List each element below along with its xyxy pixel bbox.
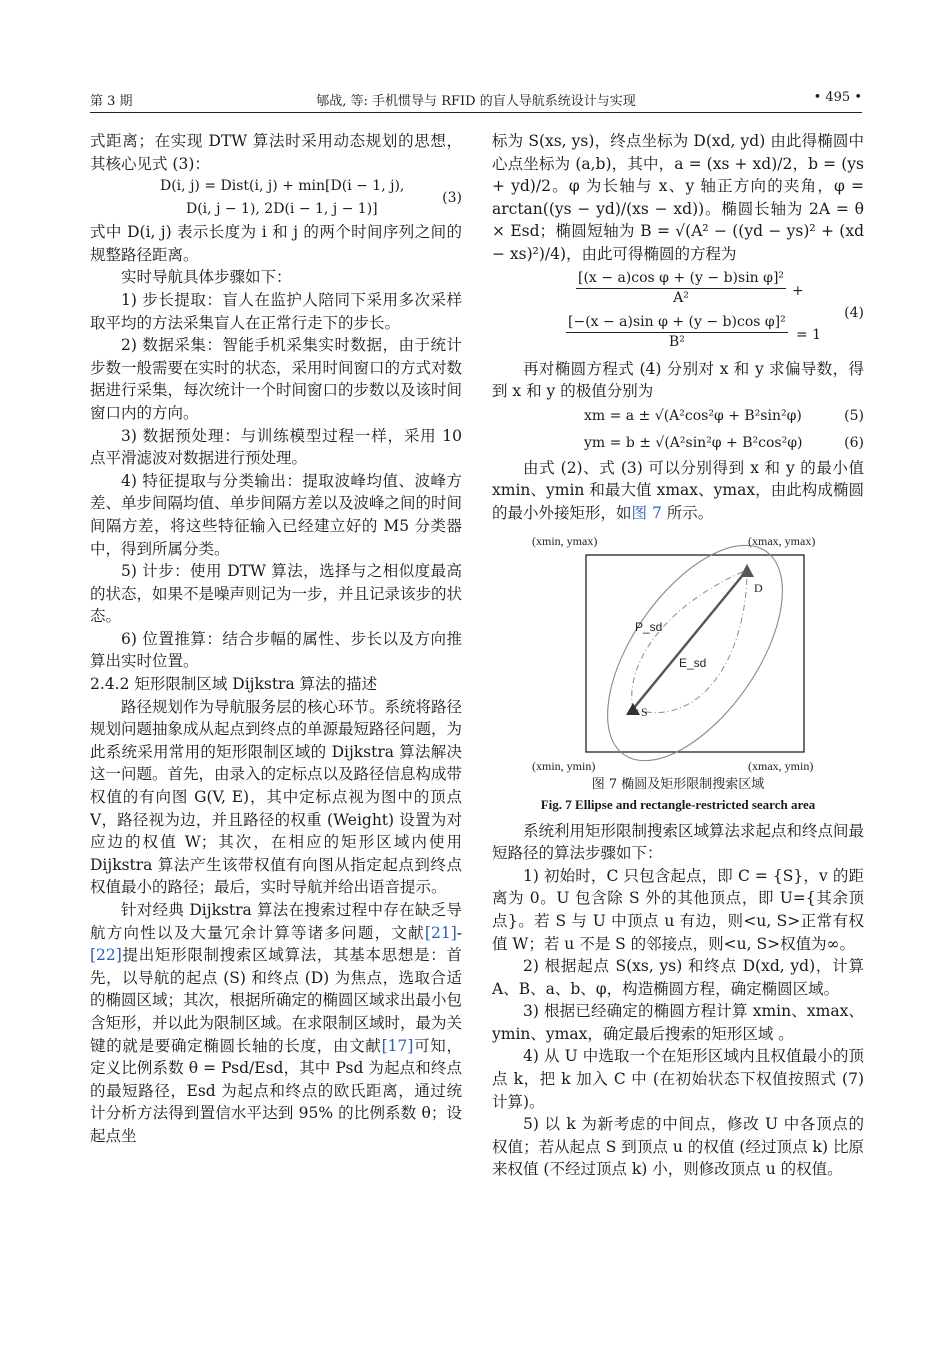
algorithm-step: 3) 根据已经确定的椭圆方程计算 xmin、xmax、ymin、ymax，确定最后搜索的矩形区域 。 bbox=[492, 1002, 864, 1043]
algorithm-step: 2) 根据起点 S(xs, ys) 和终点 D(xd, yd)，计算 A、B、a、b、φ，构造椭圆方程，确定椭圆区域。 bbox=[492, 957, 864, 998]
text-run: 提出矩形限制搜索区域算法，其基本思想是：首先，以导航的起点 (S) 和终点 (D) 为焦点，选取合适的椭圆区域；其次，根据所确定的椭圆区域求出最小包含矩形，并以此为限制区域。在求限制区域时，最为关键的就是要确定椭圆长轴的长度，由文献 bbox=[90, 946, 463, 1055]
caption-english: Fig. 7 Ellipse and rectangle-restricted search area bbox=[540, 796, 816, 812]
algorithm-step: 5) 以 k 为新考虑的中间点，修改 U 中各顶点的权值；若从起点 S 到顶点 u 的权值 (经过顶点 k) 比原来权值 (不经过顶点 k) 小，则修改顶点 u 的权值。 bbox=[492, 1115, 864, 1179]
equation-number: (3) bbox=[442, 190, 462, 207]
label-Esd: E_sd bbox=[679, 655, 707, 670]
corner-label-top-right: (xmax, ymax) bbox=[748, 533, 816, 548]
fraction-numerator: [−(x − a)sin φ + (y − b)cos φ]² bbox=[566, 312, 788, 333]
equation-number: (4) bbox=[844, 304, 864, 321]
fraction-numerator: [(x − a)cos φ + (y − b)sin φ]² bbox=[576, 268, 786, 289]
page-number: • 495 • bbox=[813, 90, 862, 105]
paragraph: 式中 D(i, j) 表示长度为 i 和 j 的两个时间序列之间的规整路径距离。 bbox=[90, 223, 462, 264]
step-item: 2) 数据采集：智能手机采集实时数据，由于统计步数一般需要在实时的状态，采用时间窗口的方式对数据进行采集，每次统计一个时间窗口的步数以及该时间窗口内的方向。 bbox=[90, 336, 463, 422]
paragraph bbox=[492, 457, 864, 525]
figure-caption bbox=[492, 775, 864, 816]
step-item: 6) 位置推算：结合步幅的属性、步长以及方向推算出实时位置。 bbox=[90, 629, 462, 671]
fraction-denominator: B² bbox=[668, 333, 685, 350]
paragraph: 再对椭圆方程式 (4) 分别对 x 和 y 求偏导数，得到 x 和 y 的极值分别为 bbox=[492, 359, 864, 401]
equation-number: (6) bbox=[844, 434, 864, 451]
issue-label: 第 3 期 bbox=[90, 94, 133, 109]
equation-3-line2: D(i, j − 1), 2D(i − 1, j − 1)] bbox=[186, 201, 378, 218]
plus-sign: + bbox=[792, 282, 804, 299]
header-rule bbox=[90, 112, 862, 113]
reference-link[interactable]: [21] bbox=[424, 923, 457, 942]
text-run: 所示。 bbox=[661, 503, 714, 522]
reference-link[interactable]: [22] bbox=[90, 946, 122, 965]
text-run: 可知，定义比例系数 θ = Psd/Esd，其中 Psd 为起点和终点的最短路径，Esd 为起点和终点的欧氏距离，通过统计分析方法得到置信水平达到 95% 的比例系数 θ；设起点坐 bbox=[90, 1036, 462, 1145]
left-column bbox=[90, 130, 462, 1148]
search-ellipse bbox=[573, 525, 817, 775]
figure-7 bbox=[492, 525, 864, 775]
right-column bbox=[492, 130, 864, 1181]
paragraph: 系统利用矩形限制搜索区域算法求起点和终点间最短路径的算法步骤如下： bbox=[492, 821, 865, 863]
ellipse-rectangle-diagram bbox=[492, 525, 864, 775]
label-D: D bbox=[754, 580, 763, 595]
fraction-denominator: A² bbox=[673, 289, 689, 306]
corner-label-bottom-right: (xmax, ymin) bbox=[748, 758, 814, 773]
caption-chinese: 图 7 椭圆及矩形限制搜索区域 bbox=[591, 776, 765, 792]
label-S: S bbox=[641, 704, 648, 719]
step-item: 5) 计步：使用 DTW 算法，选择与之相似度最高的状态，如果不是噪声则记为一步，并且记录该步的状态。 bbox=[90, 562, 463, 626]
text-run: 由式 (2)、式 (3) 可以分别得到 x 和 y 的最小值 xmin、ymin 和最大值 xmax、ymax，由此构成椭圆的最小外接矩形，如 bbox=[492, 458, 864, 522]
corner-label-top-left: (xmin, ymax) bbox=[532, 533, 598, 548]
reference-link[interactable]: [17] bbox=[381, 1036, 414, 1055]
algorithm-step: 1) 初始时，C 只包含起点，即 C = {S}，v 的距离为 0。U 包含除 S 外的其他顶点，即 U={其余顶点}。若 S 与 U 中顶点 u 有边，则<u, S>正常有权值 W；若 u 不是 S 的邻接点，则<u, S>权值为∞。 bbox=[492, 866, 864, 953]
equation-3 bbox=[90, 175, 462, 221]
figure-link[interactable]: 图 7 bbox=[631, 503, 662, 522]
paragraph: 路径规划作为导航服务层的核心环节。系统将路径规划问题抽象成从起点到终点的单源最短路径问题，为此系统采用常用的矩形限制区域的 Dijkstra 算法解决这一问题。首先，由录入的定标点以及路径信息构成带权值的有向图 G(V, E)，其中定标点视为图中的顶点 V，路径视为边，并且路径的权重 (Weight) 设置为对应边的权值 W；其次，在相应的矩形区域内使用 Dijkstra 算法产生该带权值有向图从指定起点到终点权值最小的路径；最后，实时导航并给出语音提示。 bbox=[90, 697, 463, 897]
step-item: 4) 特征提取与分类输出：提取波峰均值、波峰方差、单步间隔均值、单步间隔方差以及波峰之间的时间间隔方差，将这些特征输入已经建立好的 M5 分类器中，得到所属分类。 bbox=[90, 471, 463, 558]
algorithm-step: 4) 从 U 中选取一个在矩形区域内且权值最小的顶点 k，把 k 加入 C 中 (在初始状态下权值按照式 (7) 计算)。 bbox=[492, 1047, 864, 1111]
paragraph: 式距离；在实现 DTW 算法时采用动态规划的思想，其核心见式 (3)： bbox=[90, 132, 462, 173]
running-title: 郇战, 等: 手机惯导与 RFID 的盲人导航系统设计与实现 bbox=[316, 94, 636, 109]
step-item: 1) 步长提取：盲人在监护人陪同下采用多次采样取平均的方法采集盲人在正常行走下的步长。 bbox=[90, 290, 462, 332]
equation-6-body: ym = b ± √(A²sin²φ + B²cos²φ) bbox=[584, 434, 803, 451]
equation-rhs: = 1 bbox=[796, 326, 822, 343]
equation-number: (5) bbox=[844, 407, 864, 424]
paragraph: 实时导航具体步骤如下： bbox=[121, 268, 292, 287]
equation-4-term1 bbox=[576, 268, 786, 307]
section-heading: 2.4.2 矩形限制区域 Dijkstra 算法的描述 bbox=[90, 675, 378, 694]
equation-4-term2 bbox=[566, 312, 788, 351]
restricted-rectangle bbox=[586, 555, 804, 752]
text-run: - bbox=[456, 923, 462, 942]
equation-4 bbox=[492, 266, 864, 358]
euclidean-line bbox=[633, 570, 747, 709]
text-run: 针对经典 Dijkstra 算法在搜索过程中存在缺乏导航方向性以及大量冗余计算等诸多问题，文献 bbox=[90, 901, 462, 942]
paragraph bbox=[90, 899, 462, 1148]
equation-6 bbox=[492, 430, 864, 457]
end-marker-D bbox=[740, 564, 754, 577]
corner-label-bottom-left: (xmin, ymin) bbox=[532, 758, 596, 773]
paragraph: 标为 S(xs, ys)，终点坐标为 D(xd, yd) 由此得椭圆中心点坐标为 (a,b)，其中，a = (xs + xd)/2，b = (ys + yd)/2。φ 为长轴与 x、y 轴正方向的夹角，φ = arctan((ys − yd)/(xs − xd))。椭圆长轴为 2A = θ × Esd；椭圆短轴为 B = √(A² − ((yd − ys)² + (xd − xs)²)/4)，由此可得椭圆的方程为 bbox=[492, 132, 864, 263]
equation-5 bbox=[492, 403, 864, 430]
label-Psd: P_sd bbox=[635, 619, 663, 634]
running-header bbox=[90, 90, 862, 112]
step-item: 3) 数据预处理：与训练模型过程一样，采用 10 点平滑滤波对数据进行预处理。 bbox=[90, 426, 462, 468]
equation-5-body: xm = a ± √(A²cos²φ + B²sin²φ) bbox=[584, 407, 802, 424]
equation-3-line1: D(i, j) = Dist(i, j) + min[D(i − 1, j), bbox=[160, 178, 405, 195]
